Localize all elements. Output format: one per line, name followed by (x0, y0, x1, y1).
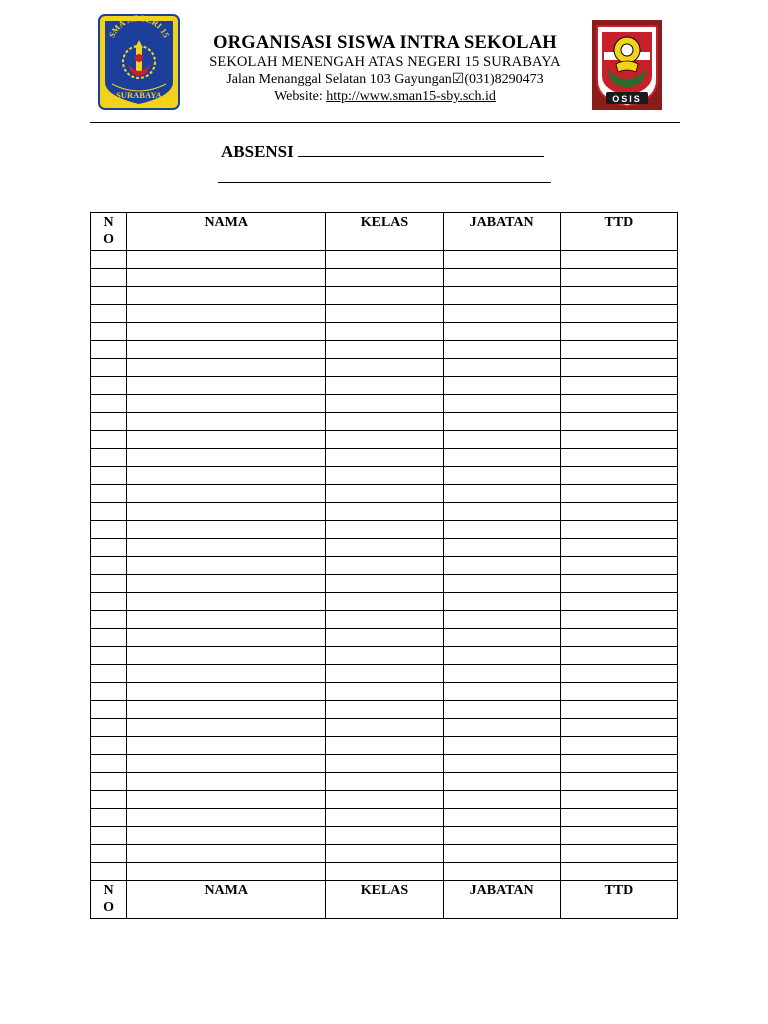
table-footer-row (91, 881, 678, 919)
table-row (91, 845, 678, 863)
cell-nama[interactable] (127, 845, 326, 863)
cell-no[interactable] (91, 521, 127, 539)
letterhead (190, 32, 580, 106)
table-row (91, 323, 678, 341)
cell-nama[interactable] (127, 737, 326, 755)
osis-logo (592, 20, 662, 110)
school-address: Jalan Menanggal Selatan 103 Gayungan☑(031)8290473 (226, 72, 544, 87)
cell-nama[interactable] (127, 251, 326, 269)
cell-jabatan[interactable] (443, 287, 560, 305)
cell-ttd[interactable] (560, 269, 677, 287)
cell-nama[interactable] (127, 305, 326, 323)
cell-kelas[interactable] (326, 611, 443, 629)
table-row (91, 737, 678, 755)
logo-bottom-text: SURABAYA (116, 90, 162, 100)
table-row (91, 719, 678, 737)
cell-kelas[interactable] (326, 377, 443, 395)
cell-no[interactable] (91, 503, 127, 521)
cell-jabatan[interactable] (443, 701, 560, 719)
cell-nama[interactable] (127, 575, 326, 593)
cell-jabatan[interactable] (443, 719, 560, 737)
footer-nama: NAMA (127, 881, 326, 919)
cell-jabatan[interactable] (443, 341, 560, 359)
cell-kelas[interactable] (326, 503, 443, 521)
cell-kelas[interactable] (326, 647, 443, 665)
cell-no[interactable] (91, 575, 127, 593)
cell-ttd[interactable] (560, 647, 677, 665)
cell-ttd[interactable] (560, 809, 677, 827)
table-row (91, 539, 678, 557)
cell-ttd[interactable] (560, 665, 677, 683)
cell-ttd[interactable] (560, 611, 677, 629)
cell-no[interactable] (91, 341, 127, 359)
cell-ttd[interactable] (560, 773, 677, 791)
table-row (91, 341, 678, 359)
cell-ttd[interactable] (560, 341, 677, 359)
cell-no[interactable] (91, 665, 127, 683)
cell-nama[interactable] (127, 341, 326, 359)
cell-nama[interactable] (127, 269, 326, 287)
cell-no[interactable] (91, 431, 127, 449)
cell-kelas[interactable] (326, 755, 443, 773)
cell-nama[interactable] (127, 755, 326, 773)
table-row (91, 251, 678, 269)
cell-kelas[interactable] (326, 701, 443, 719)
cell-jabatan[interactable] (443, 323, 560, 341)
cell-ttd[interactable] (560, 791, 677, 809)
cell-ttd[interactable] (560, 521, 677, 539)
cell-no[interactable] (91, 611, 127, 629)
cell-jabatan[interactable] (443, 791, 560, 809)
cell-kelas[interactable] (326, 557, 443, 575)
footer-ttd: TTD (560, 881, 677, 919)
cell-ttd[interactable] (560, 449, 677, 467)
cell-nama[interactable] (127, 629, 326, 647)
cell-ttd[interactable] (560, 431, 677, 449)
cell-nama[interactable] (127, 503, 326, 521)
school-name: SEKOLAH MENENGAH ATAS NEGERI 15 SURABAYA (209, 54, 561, 70)
cell-kelas[interactable] (326, 359, 443, 377)
cell-no[interactable] (91, 755, 127, 773)
cell-no[interactable] (91, 557, 127, 575)
cell-jabatan[interactable] (443, 809, 560, 827)
cell-nama[interactable] (127, 809, 326, 827)
cell-no[interactable] (91, 539, 127, 557)
cell-jabatan[interactable] (443, 845, 560, 863)
cell-nama[interactable] (127, 413, 326, 431)
cell-kelas[interactable] (326, 305, 443, 323)
cell-kelas[interactable] (326, 719, 443, 737)
table-row (91, 647, 678, 665)
cell-jabatan[interactable] (443, 575, 560, 593)
cell-jabatan[interactable] (443, 377, 560, 395)
cell-no[interactable] (91, 863, 127, 881)
absensi-label: ABSENSI (221, 142, 294, 161)
header-jabatan: JABATAN (443, 213, 560, 251)
header-kelas: KELAS (326, 213, 443, 251)
cell-nama[interactable] (127, 863, 326, 881)
cell-kelas[interactable] (326, 737, 443, 755)
cell-ttd[interactable] (560, 827, 677, 845)
cell-ttd[interactable] (560, 575, 677, 593)
cell-ttd[interactable] (560, 593, 677, 611)
cell-kelas[interactable] (326, 683, 443, 701)
cell-no[interactable] (91, 737, 127, 755)
cell-kelas[interactable] (326, 629, 443, 647)
cell-nama[interactable] (127, 647, 326, 665)
cell-ttd[interactable] (560, 629, 677, 647)
table-row (91, 593, 678, 611)
cell-no[interactable] (91, 773, 127, 791)
cell-kelas[interactable] (326, 485, 443, 503)
table-row (91, 431, 678, 449)
cell-nama[interactable] (127, 773, 326, 791)
cell-ttd[interactable] (560, 845, 677, 863)
cell-ttd[interactable] (560, 467, 677, 485)
cell-kelas[interactable] (326, 287, 443, 305)
cell-jabatan[interactable] (443, 611, 560, 629)
cell-jabatan[interactable] (443, 413, 560, 431)
cell-nama[interactable] (127, 377, 326, 395)
cell-jabatan[interactable] (443, 359, 560, 377)
absensi-blank-line[interactable] (298, 141, 544, 157)
cell-kelas[interactable] (326, 269, 443, 287)
table-row (91, 413, 678, 431)
cell-no[interactable] (91, 449, 127, 467)
cell-no[interactable] (91, 827, 127, 845)
cell-kelas[interactable] (326, 449, 443, 467)
cell-no[interactable] (91, 395, 127, 413)
cell-jabatan[interactable] (443, 503, 560, 521)
cell-jabatan[interactable] (443, 647, 560, 665)
cell-nama[interactable] (127, 665, 326, 683)
cell-nama[interactable] (127, 827, 326, 845)
table-row (91, 359, 678, 377)
cell-ttd[interactable] (560, 755, 677, 773)
table-row (91, 557, 678, 575)
cell-jabatan[interactable] (443, 755, 560, 773)
table-row (91, 575, 678, 593)
cell-jabatan[interactable] (443, 593, 560, 611)
cell-jabatan[interactable] (443, 467, 560, 485)
cell-jabatan[interactable] (443, 521, 560, 539)
cell-jabatan[interactable] (443, 251, 560, 269)
table-row (91, 521, 678, 539)
cell-kelas[interactable] (326, 809, 443, 827)
table-row (91, 485, 678, 503)
website-line (190, 88, 580, 106)
cell-no[interactable] (91, 719, 127, 737)
table-row (91, 755, 678, 773)
table-row (91, 791, 678, 809)
cell-no[interactable] (91, 629, 127, 647)
footer-no: N O (91, 881, 127, 919)
cell-ttd[interactable] (560, 737, 677, 755)
cell-jabatan[interactable] (443, 431, 560, 449)
table-row (91, 809, 678, 827)
cell-ttd[interactable] (560, 287, 677, 305)
cell-no[interactable] (91, 359, 127, 377)
cell-no[interactable] (91, 791, 127, 809)
cell-no[interactable] (91, 647, 127, 665)
cell-no[interactable] (91, 323, 127, 341)
cell-nama[interactable] (127, 719, 326, 737)
cell-no[interactable] (91, 809, 127, 827)
cell-jabatan[interactable] (443, 485, 560, 503)
cell-nama[interactable] (127, 287, 326, 305)
cell-kelas[interactable] (326, 539, 443, 557)
cell-kelas[interactable] (326, 863, 443, 881)
cell-ttd[interactable] (560, 413, 677, 431)
attendance-table (90, 212, 678, 919)
header-no: N O (91, 213, 127, 251)
cell-kelas[interactable] (326, 827, 443, 845)
cell-kelas[interactable] (326, 593, 443, 611)
organization-title: ORGANISASI SISWA INTRA SEKOLAH (213, 33, 557, 53)
cell-kelas[interactable] (326, 395, 443, 413)
cell-ttd[interactable] (560, 539, 677, 557)
cell-jabatan[interactable] (443, 683, 560, 701)
cell-jabatan[interactable] (443, 827, 560, 845)
cell-kelas[interactable] (326, 323, 443, 341)
cell-kelas[interactable] (326, 413, 443, 431)
cell-nama[interactable] (127, 395, 326, 413)
osis-logo-text: OSIS (612, 94, 642, 104)
cell-ttd[interactable] (560, 683, 677, 701)
table-row (91, 701, 678, 719)
absensi-title (221, 141, 544, 162)
table-row (91, 827, 678, 845)
cell-jabatan[interactable] (443, 629, 560, 647)
cell-nama[interactable] (127, 431, 326, 449)
table-row (91, 773, 678, 791)
cell-ttd[interactable] (560, 305, 677, 323)
cell-nama[interactable] (127, 611, 326, 629)
cell-ttd[interactable] (560, 395, 677, 413)
cell-jabatan[interactable] (443, 395, 560, 413)
footer-jabatan: JABATAN (443, 881, 560, 919)
cell-no[interactable] (91, 593, 127, 611)
cell-ttd[interactable] (560, 485, 677, 503)
table-row (91, 287, 678, 305)
cell-nama[interactable] (127, 521, 326, 539)
cell-no[interactable] (91, 683, 127, 701)
cell-no[interactable] (91, 269, 127, 287)
cell-no[interactable] (91, 413, 127, 431)
cell-no[interactable] (91, 701, 127, 719)
cell-kelas[interactable] (326, 791, 443, 809)
cell-kelas[interactable] (326, 251, 443, 269)
cell-nama[interactable] (127, 539, 326, 557)
cell-ttd[interactable] (560, 323, 677, 341)
table-row (91, 467, 678, 485)
cell-no[interactable] (91, 305, 127, 323)
footer-kelas: KELAS (326, 881, 443, 919)
cell-ttd[interactable] (560, 377, 677, 395)
cell-ttd[interactable] (560, 863, 677, 881)
cell-jabatan[interactable] (443, 665, 560, 683)
cell-kelas[interactable] (326, 521, 443, 539)
header-divider (90, 122, 680, 123)
cell-no[interactable] (91, 467, 127, 485)
cell-no[interactable] (91, 377, 127, 395)
cell-kelas[interactable] (326, 845, 443, 863)
cell-jabatan[interactable] (443, 449, 560, 467)
sma-negeri-15-logo (98, 14, 180, 110)
logo-top-text: SMA NEGERI 15 (106, 14, 172, 40)
cell-ttd[interactable] (560, 251, 677, 269)
cell-kelas[interactable] (326, 431, 443, 449)
cell-nama[interactable] (127, 449, 326, 467)
cell-nama[interactable] (127, 485, 326, 503)
table-row (91, 863, 678, 881)
cell-nama[interactable] (127, 791, 326, 809)
website-link[interactable]: http://www.sman15-sby.sch.id (326, 89, 496, 104)
cell-ttd[interactable] (560, 557, 677, 575)
table-row (91, 395, 678, 413)
cell-ttd[interactable] (560, 503, 677, 521)
cell-ttd[interactable] (560, 719, 677, 737)
table-row (91, 665, 678, 683)
table-row (91, 449, 678, 467)
cell-nama[interactable] (127, 359, 326, 377)
cell-jabatan[interactable] (443, 863, 560, 881)
table-row (91, 503, 678, 521)
cell-kelas[interactable] (326, 467, 443, 485)
cell-no[interactable] (91, 251, 127, 269)
table-row (91, 611, 678, 629)
table-row (91, 683, 678, 701)
cell-jabatan[interactable] (443, 539, 560, 557)
cell-no[interactable] (91, 485, 127, 503)
table-row (91, 305, 678, 323)
table-row (91, 377, 678, 395)
cell-kelas[interactable] (326, 341, 443, 359)
cell-ttd[interactable] (560, 359, 677, 377)
cell-no[interactable] (91, 287, 127, 305)
attendance-rows (91, 251, 678, 881)
cell-jabatan[interactable] (443, 557, 560, 575)
header-ttd: TTD (560, 213, 677, 251)
cell-nama[interactable] (127, 467, 326, 485)
cell-jabatan[interactable] (443, 305, 560, 323)
website-label: Website: (274, 89, 323, 104)
table-header-row (91, 213, 678, 251)
cell-nama[interactable] (127, 593, 326, 611)
absensi-subtitle-blank-line[interactable] (218, 182, 551, 183)
cell-no[interactable] (91, 845, 127, 863)
cell-jabatan[interactable] (443, 773, 560, 791)
cell-ttd[interactable] (560, 701, 677, 719)
cell-nama[interactable] (127, 701, 326, 719)
table-row (91, 629, 678, 647)
table-row (91, 269, 678, 287)
cell-kelas[interactable] (326, 665, 443, 683)
cell-nama[interactable] (127, 683, 326, 701)
cell-kelas[interactable] (326, 773, 443, 791)
header-nama: NAMA (127, 213, 326, 251)
cell-kelas[interactable] (326, 575, 443, 593)
cell-nama[interactable] (127, 323, 326, 341)
cell-nama[interactable] (127, 557, 326, 575)
cell-jabatan[interactable] (443, 269, 560, 287)
cell-jabatan[interactable] (443, 737, 560, 755)
